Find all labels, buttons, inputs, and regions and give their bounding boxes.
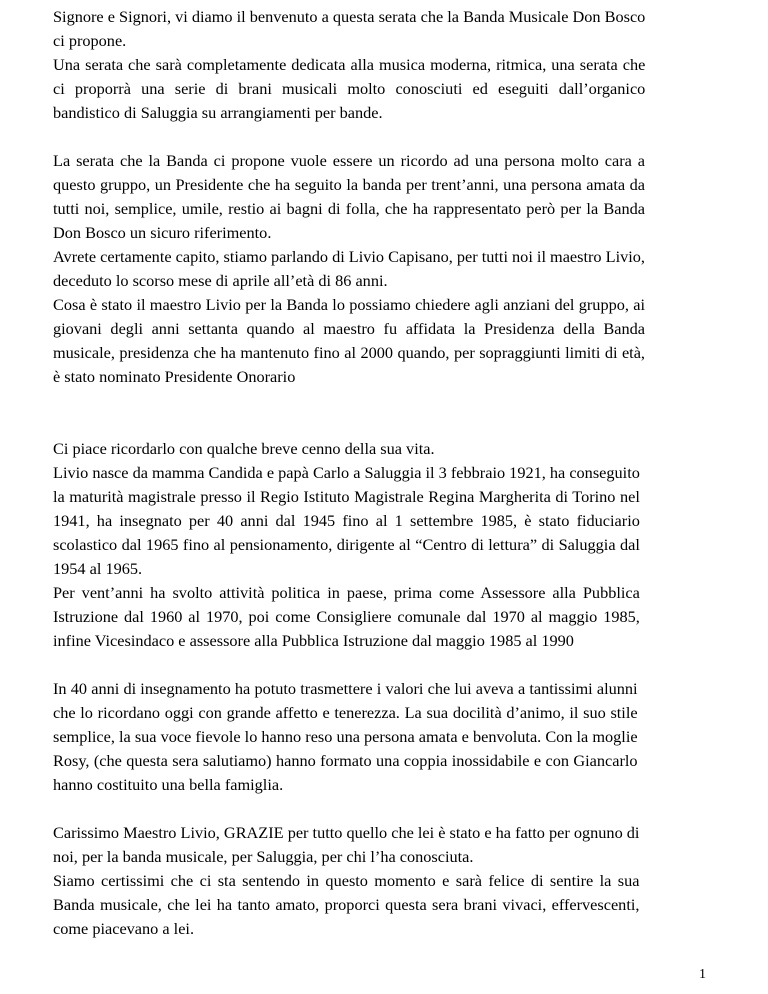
text-line: infine Vicesindaco e assessore alla Pubblica Istruzione dal maggio 1985 al 1990	[53, 631, 574, 650]
text-line: hanno costituito una bella famiglia.	[53, 775, 284, 794]
text-line: Istruzione dal 1960 al 1970, poi come Consigliere comunale dal 1970 al maggio 1985,	[53, 607, 640, 626]
text-line: musicale, presidenza che ha mantenuto fino al 2000 quando, per sopraggiunti limiti di età,	[53, 343, 645, 362]
paragraph-welcome	[53, 5, 645, 125]
text-line: Signore e Signori, vi diamo il benvenuto a questa serata che la Banda Musicale Don Bosco	[53, 7, 646, 26]
page-number: 1	[699, 967, 706, 982]
text-line: la maturità magistrale presso il Regio Istituto Magistrale Regina Margherita di Torino nel	[53, 487, 640, 506]
text-line: Carissimo Maestro Livio, GRAZIE per tutto quello che lei è stato e ha fatto per ognuno di	[53, 823, 640, 842]
text-line: ci proporrà una serie di brani musicali molto conosciuti ed eseguiti dall’organico	[53, 79, 646, 98]
text-line: Per vent’anni ha svolto attività politica in paese, prima come Assessore alla Pubblica	[53, 583, 640, 602]
text-line: Livio nasce da mamma Candida e papà Carlo a Saluggia il 3 febbraio 1921, ha conseguito	[53, 463, 640, 482]
text-line: deceduto lo scorso mese di aprile all’età di 86 anni.	[53, 271, 388, 290]
text-line: noi, per la banda musicale, per Saluggia, per chi l’ha conosciuta.	[53, 847, 474, 866]
text-line: ci propone.	[53, 31, 127, 50]
text-line: è stato nominato Presidente Onorario	[53, 367, 296, 386]
paragraph-thanks	[53, 821, 639, 941]
text-line: Ci piace ricordarlo con qualche breve cenno della sua vita.	[53, 439, 435, 458]
text-line: Una serata che sarà completamente dedicata alla musica moderna, ritmica, una serata che	[53, 55, 646, 74]
paragraph-remembrance	[53, 149, 645, 389]
text-line: La serata che la Banda ci propone vuole essere un ricordo ad una persona molto cara a	[53, 151, 645, 170]
text-line: giovani degli anni settanta quando al maestro fu affidata la Presidenza della Banda	[53, 319, 645, 338]
text-line: Avrete certamente capito, stiamo parlando di Livio Capisano, per tutti noi il maestro Livio,	[53, 247, 645, 266]
paragraph-teaching	[53, 677, 638, 797]
text-line: questo gruppo, un Presidente che ha seguito la banda per trent’anni, una persona amata da	[53, 175, 645, 194]
text-line: Siamo certissimi che ci sta sentendo in questo momento e sarà felice di sentire la sua	[53, 871, 640, 890]
text-line: semplice, la sua voce fievole lo hanno reso una persona amata e benvoluta. Con la moglie	[53, 727, 638, 746]
text-line: 1941, ha insegnato per 40 anni dal 1945 fino al 1 settembre 1985, è stato fiduciario	[53, 511, 640, 530]
text-line: Cosa è stato il maestro Livio per la Banda lo possiamo chiedere agli anziani del gruppo, ai	[53, 295, 645, 314]
text-line: che lo ricordano oggi con grande affetto e tenerezza. La sua docilità d’animo, il suo stile	[53, 703, 638, 722]
text-line: 1954 al 1965.	[53, 559, 143, 578]
paragraph-biography	[53, 437, 640, 653]
text-line: scolastico dal 1965 fino al pensionamento, dirigente al “Centro di lettura” di Saluggia dal	[53, 535, 640, 554]
text-line: come piacevano a lei.	[53, 919, 195, 938]
text-line: Banda musicale, che lei ha tanto amato, proporci questa sera brani vivaci, effervescenti,	[53, 895, 640, 914]
text-line: bandistico di Saluggia su arrangiamenti per bande.	[53, 103, 383, 122]
text-line: Don Bosco un sicuro riferimento.	[53, 223, 272, 242]
text-line: In 40 anni di insegnamento ha potuto trasmettere i valori che lui aveva a tantissimi alunni	[53, 679, 638, 698]
text-line: Rosy, (che questa sera salutiamo) hanno formato una coppia inossidabile e con Giancarlo	[53, 751, 638, 770]
text-line: tutti noi, semplice, umile, restio ai bagni di folla, che ha rappresentato però per la Banda	[53, 199, 645, 218]
